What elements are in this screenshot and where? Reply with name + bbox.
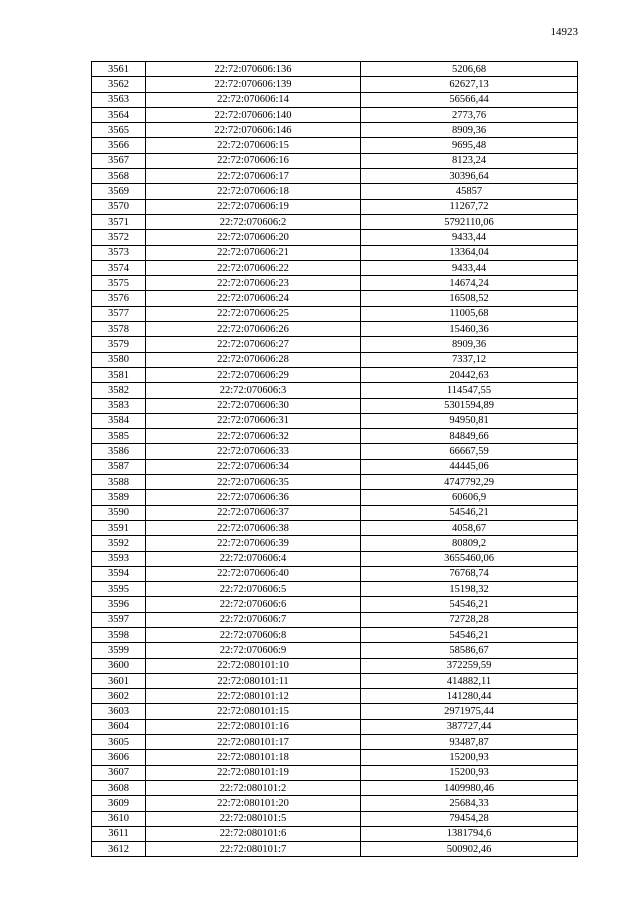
row-number-cell: 3562	[92, 77, 146, 92]
table-row	[92, 383, 578, 398]
row-number-cell: 3570	[92, 199, 146, 214]
cadastral-number-cell: 22:72:070606:140	[146, 107, 361, 122]
value-cell: 387727,44	[361, 719, 578, 734]
cadastral-number-cell: 22:72:070606:23	[146, 276, 361, 291]
cadastral-number-cell: 22:72:070606:22	[146, 260, 361, 275]
value-cell: 14674,24	[361, 276, 578, 291]
cadastral-number-cell: 22:72:070606:146	[146, 123, 361, 138]
value-cell: 2971975,44	[361, 704, 578, 719]
row-number-cell: 3581	[92, 367, 146, 382]
value-cell: 56566,44	[361, 92, 578, 107]
cadastral-number-cell: 22:72:070606:26	[146, 322, 361, 337]
table-row	[92, 322, 578, 337]
row-number-cell: 3563	[92, 92, 146, 107]
table-row	[92, 398, 578, 413]
cadastral-number-cell: 22:72:070606:20	[146, 230, 361, 245]
cadastral-number-cell: 22:72:080101:5	[146, 811, 361, 826]
table-row	[92, 306, 578, 321]
row-number-cell: 3586	[92, 444, 146, 459]
cadastral-number-cell: 22:72:070606:38	[146, 520, 361, 535]
cadastral-number-cell: 22:72:080101:15	[146, 704, 361, 719]
table-row	[92, 536, 578, 551]
value-cell: 5792110,06	[361, 214, 578, 229]
value-cell: 15200,93	[361, 750, 578, 765]
table-row	[92, 138, 578, 153]
table-row	[92, 826, 578, 841]
cadastral-number-cell: 22:72:070606:25	[146, 306, 361, 321]
value-cell: 44445,06	[361, 459, 578, 474]
cadastral-number-cell: 22:72:070606:27	[146, 337, 361, 352]
row-number-cell: 3580	[92, 352, 146, 367]
value-cell: 372259,59	[361, 658, 578, 673]
row-number-cell: 3610	[92, 811, 146, 826]
cadastral-number-cell: 22:72:080101:20	[146, 796, 361, 811]
table-row	[92, 520, 578, 535]
cadastral-number-cell: 22:72:070606:2	[146, 214, 361, 229]
row-number-cell: 3561	[92, 62, 146, 77]
value-cell: 62627,13	[361, 77, 578, 92]
cadastral-number-cell: 22:72:070606:139	[146, 77, 361, 92]
table-row	[92, 704, 578, 719]
cadastral-number-cell: 22:72:070606:19	[146, 199, 361, 214]
cadastral-number-cell: 22:72:080101:7	[146, 842, 361, 857]
row-number-cell: 3571	[92, 214, 146, 229]
value-cell: 93487,87	[361, 735, 578, 750]
row-number-cell: 3573	[92, 245, 146, 260]
row-number-cell: 3565	[92, 123, 146, 138]
cadastral-number-cell: 22:72:070606:36	[146, 490, 361, 505]
value-cell: 1381794,6	[361, 826, 578, 841]
value-cell: 15460,36	[361, 322, 578, 337]
value-cell: 8909,36	[361, 337, 578, 352]
row-number-cell: 3600	[92, 658, 146, 673]
value-cell: 16508,52	[361, 291, 578, 306]
row-number-cell: 3602	[92, 689, 146, 704]
cadastral-number-cell: 22:72:070606:18	[146, 184, 361, 199]
value-cell: 3655460,06	[361, 551, 578, 566]
row-number-cell: 3611	[92, 826, 146, 841]
value-cell: 66667,59	[361, 444, 578, 459]
table-row	[92, 245, 578, 260]
value-cell: 80809,2	[361, 536, 578, 551]
cadastral-number-cell: 22:72:080101:18	[146, 750, 361, 765]
value-cell: 60606,9	[361, 490, 578, 505]
row-number-cell: 3590	[92, 505, 146, 520]
cadastral-number-cell: 22:72:070606:29	[146, 367, 361, 382]
table-row	[92, 123, 578, 138]
cadastral-number-cell: 22:72:080101:16	[146, 719, 361, 734]
value-cell: 84849,66	[361, 429, 578, 444]
row-number-cell: 3589	[92, 490, 146, 505]
cadastral-number-cell: 22:72:070606:17	[146, 169, 361, 184]
table-row	[92, 796, 578, 811]
value-cell: 15198,32	[361, 582, 578, 597]
table-row	[92, 184, 578, 199]
cadastral-number-cell: 22:72:070606:9	[146, 643, 361, 658]
row-number-cell: 3567	[92, 153, 146, 168]
table-row	[92, 214, 578, 229]
cadastral-number-cell: 22:72:070606:136	[146, 62, 361, 77]
cadastral-number-cell: 22:72:070606:35	[146, 475, 361, 490]
table-row	[92, 413, 578, 428]
table-row	[92, 780, 578, 795]
row-number-cell: 3604	[92, 719, 146, 734]
cadastral-number-cell: 22:72:070606:39	[146, 536, 361, 551]
value-cell: 11267,72	[361, 199, 578, 214]
value-cell: 5301594,89	[361, 398, 578, 413]
row-number-cell: 3598	[92, 627, 146, 642]
cadastral-number-cell: 22:72:070606:14	[146, 92, 361, 107]
row-number-cell: 3601	[92, 673, 146, 688]
value-cell: 20442,63	[361, 367, 578, 382]
row-number-cell: 3575	[92, 276, 146, 291]
value-cell: 1409980,46	[361, 780, 578, 795]
value-cell: 4058,67	[361, 520, 578, 535]
table-row	[92, 566, 578, 581]
value-cell: 8123,24	[361, 153, 578, 168]
row-number-cell: 3603	[92, 704, 146, 719]
table-row	[92, 765, 578, 780]
table-row	[92, 153, 578, 168]
table-row	[92, 107, 578, 122]
table-row	[92, 337, 578, 352]
row-number-cell: 3572	[92, 230, 146, 245]
cadastral-number-cell: 22:72:080101:17	[146, 735, 361, 750]
row-number-cell: 3574	[92, 260, 146, 275]
table-row	[92, 230, 578, 245]
table-row	[92, 276, 578, 291]
table-row	[92, 689, 578, 704]
page-number: 14923	[550, 26, 578, 38]
row-number-cell: 3578	[92, 322, 146, 337]
value-cell: 500902,46	[361, 842, 578, 857]
table-row	[92, 429, 578, 444]
table-row	[92, 62, 578, 77]
cadastral-value-table	[91, 61, 578, 857]
cadastral-number-cell: 22:72:080101:11	[146, 673, 361, 688]
table-row	[92, 582, 578, 597]
table-row	[92, 367, 578, 382]
table-row	[92, 199, 578, 214]
cadastral-number-cell: 22:72:070606:32	[146, 429, 361, 444]
value-cell: 54546,21	[361, 627, 578, 642]
value-cell: 4747792,29	[361, 475, 578, 490]
cadastral-number-cell: 22:72:070606:5	[146, 582, 361, 597]
cadastral-number-cell: 22:72:070606:28	[146, 352, 361, 367]
table-row	[92, 842, 578, 857]
value-cell: 9433,44	[361, 230, 578, 245]
table-row	[92, 735, 578, 750]
row-number-cell: 3607	[92, 765, 146, 780]
row-number-cell: 3612	[92, 842, 146, 857]
row-number-cell: 3606	[92, 750, 146, 765]
value-cell: 13364,04	[361, 245, 578, 260]
value-cell: 54546,21	[361, 597, 578, 612]
value-cell: 9695,48	[361, 138, 578, 153]
row-number-cell: 3592	[92, 536, 146, 551]
cadastral-number-cell: 22:72:070606:8	[146, 627, 361, 642]
table-row	[92, 459, 578, 474]
row-number-cell: 3588	[92, 475, 146, 490]
value-cell: 9433,44	[361, 260, 578, 275]
row-number-cell: 3585	[92, 429, 146, 444]
table-row	[92, 490, 578, 505]
row-number-cell: 3566	[92, 138, 146, 153]
cadastral-number-cell: 22:72:070606:37	[146, 505, 361, 520]
table-row	[92, 352, 578, 367]
table-row	[92, 444, 578, 459]
row-number-cell: 3597	[92, 612, 146, 627]
row-number-cell: 3593	[92, 551, 146, 566]
value-cell: 30396,64	[361, 169, 578, 184]
row-number-cell: 3608	[92, 780, 146, 795]
cadastral-number-cell: 22:72:070606:15	[146, 138, 361, 153]
table-row	[92, 92, 578, 107]
cadastral-number-cell: 22:72:070606:6	[146, 597, 361, 612]
row-number-cell: 3584	[92, 413, 146, 428]
value-cell: 79454,28	[361, 811, 578, 826]
value-cell: 54546,21	[361, 505, 578, 520]
cadastral-number-cell: 22:72:070606:4	[146, 551, 361, 566]
table-row	[92, 719, 578, 734]
table-row	[92, 260, 578, 275]
table-row	[92, 643, 578, 658]
cadastral-number-cell: 22:72:080101:10	[146, 658, 361, 673]
row-number-cell: 3568	[92, 169, 146, 184]
row-number-cell: 3596	[92, 597, 146, 612]
value-cell: 141280,44	[361, 689, 578, 704]
value-cell: 25684,33	[361, 796, 578, 811]
value-cell: 7337,12	[361, 352, 578, 367]
cadastral-number-cell: 22:72:070606:33	[146, 444, 361, 459]
cadastral-number-cell: 22:72:080101:19	[146, 765, 361, 780]
table-row	[92, 811, 578, 826]
cadastral-number-cell: 22:72:070606:7	[146, 612, 361, 627]
value-cell: 2773,76	[361, 107, 578, 122]
table-row	[92, 551, 578, 566]
table-row	[92, 750, 578, 765]
cadastral-number-cell: 22:72:080101:6	[146, 826, 361, 841]
row-number-cell: 3582	[92, 383, 146, 398]
row-number-cell: 3577	[92, 306, 146, 321]
row-number-cell: 3609	[92, 796, 146, 811]
cadastral-number-cell: 22:72:070606:24	[146, 291, 361, 306]
value-cell: 11005,68	[361, 306, 578, 321]
cadastral-number-cell: 22:72:070606:40	[146, 566, 361, 581]
row-number-cell: 3569	[92, 184, 146, 199]
row-number-cell: 3587	[92, 459, 146, 474]
table-row	[92, 505, 578, 520]
table-body	[92, 62, 578, 857]
value-cell: 94950,81	[361, 413, 578, 428]
cadastral-number-cell: 22:72:070606:21	[146, 245, 361, 260]
row-number-cell: 3595	[92, 582, 146, 597]
table-row	[92, 475, 578, 490]
value-cell: 45857	[361, 184, 578, 199]
row-number-cell: 3576	[92, 291, 146, 306]
table-row	[92, 291, 578, 306]
value-cell: 114547,55	[361, 383, 578, 398]
value-cell: 414882,11	[361, 673, 578, 688]
row-number-cell: 3579	[92, 337, 146, 352]
table-row	[92, 169, 578, 184]
cadastral-number-cell: 22:72:070606:16	[146, 153, 361, 168]
value-cell: 5206,68	[361, 62, 578, 77]
table-row	[92, 673, 578, 688]
value-cell: 72728,28	[361, 612, 578, 627]
row-number-cell: 3594	[92, 566, 146, 581]
cadastral-number-cell: 22:72:080101:12	[146, 689, 361, 704]
row-number-cell: 3599	[92, 643, 146, 658]
cadastral-number-cell: 22:72:080101:2	[146, 780, 361, 795]
table-row	[92, 658, 578, 673]
table-row	[92, 77, 578, 92]
value-cell: 8909,36	[361, 123, 578, 138]
row-number-cell: 3583	[92, 398, 146, 413]
value-cell: 76768,74	[361, 566, 578, 581]
cadastral-number-cell: 22:72:070606:34	[146, 459, 361, 474]
row-number-cell: 3564	[92, 107, 146, 122]
value-cell: 15200,93	[361, 765, 578, 780]
row-number-cell: 3605	[92, 735, 146, 750]
cadastral-number-cell: 22:72:070606:31	[146, 413, 361, 428]
value-cell: 58586,67	[361, 643, 578, 658]
row-number-cell: 3591	[92, 520, 146, 535]
table-row	[92, 597, 578, 612]
table-row	[92, 612, 578, 627]
cadastral-number-cell: 22:72:070606:30	[146, 398, 361, 413]
table-row	[92, 627, 578, 642]
cadastral-number-cell: 22:72:070606:3	[146, 383, 361, 398]
